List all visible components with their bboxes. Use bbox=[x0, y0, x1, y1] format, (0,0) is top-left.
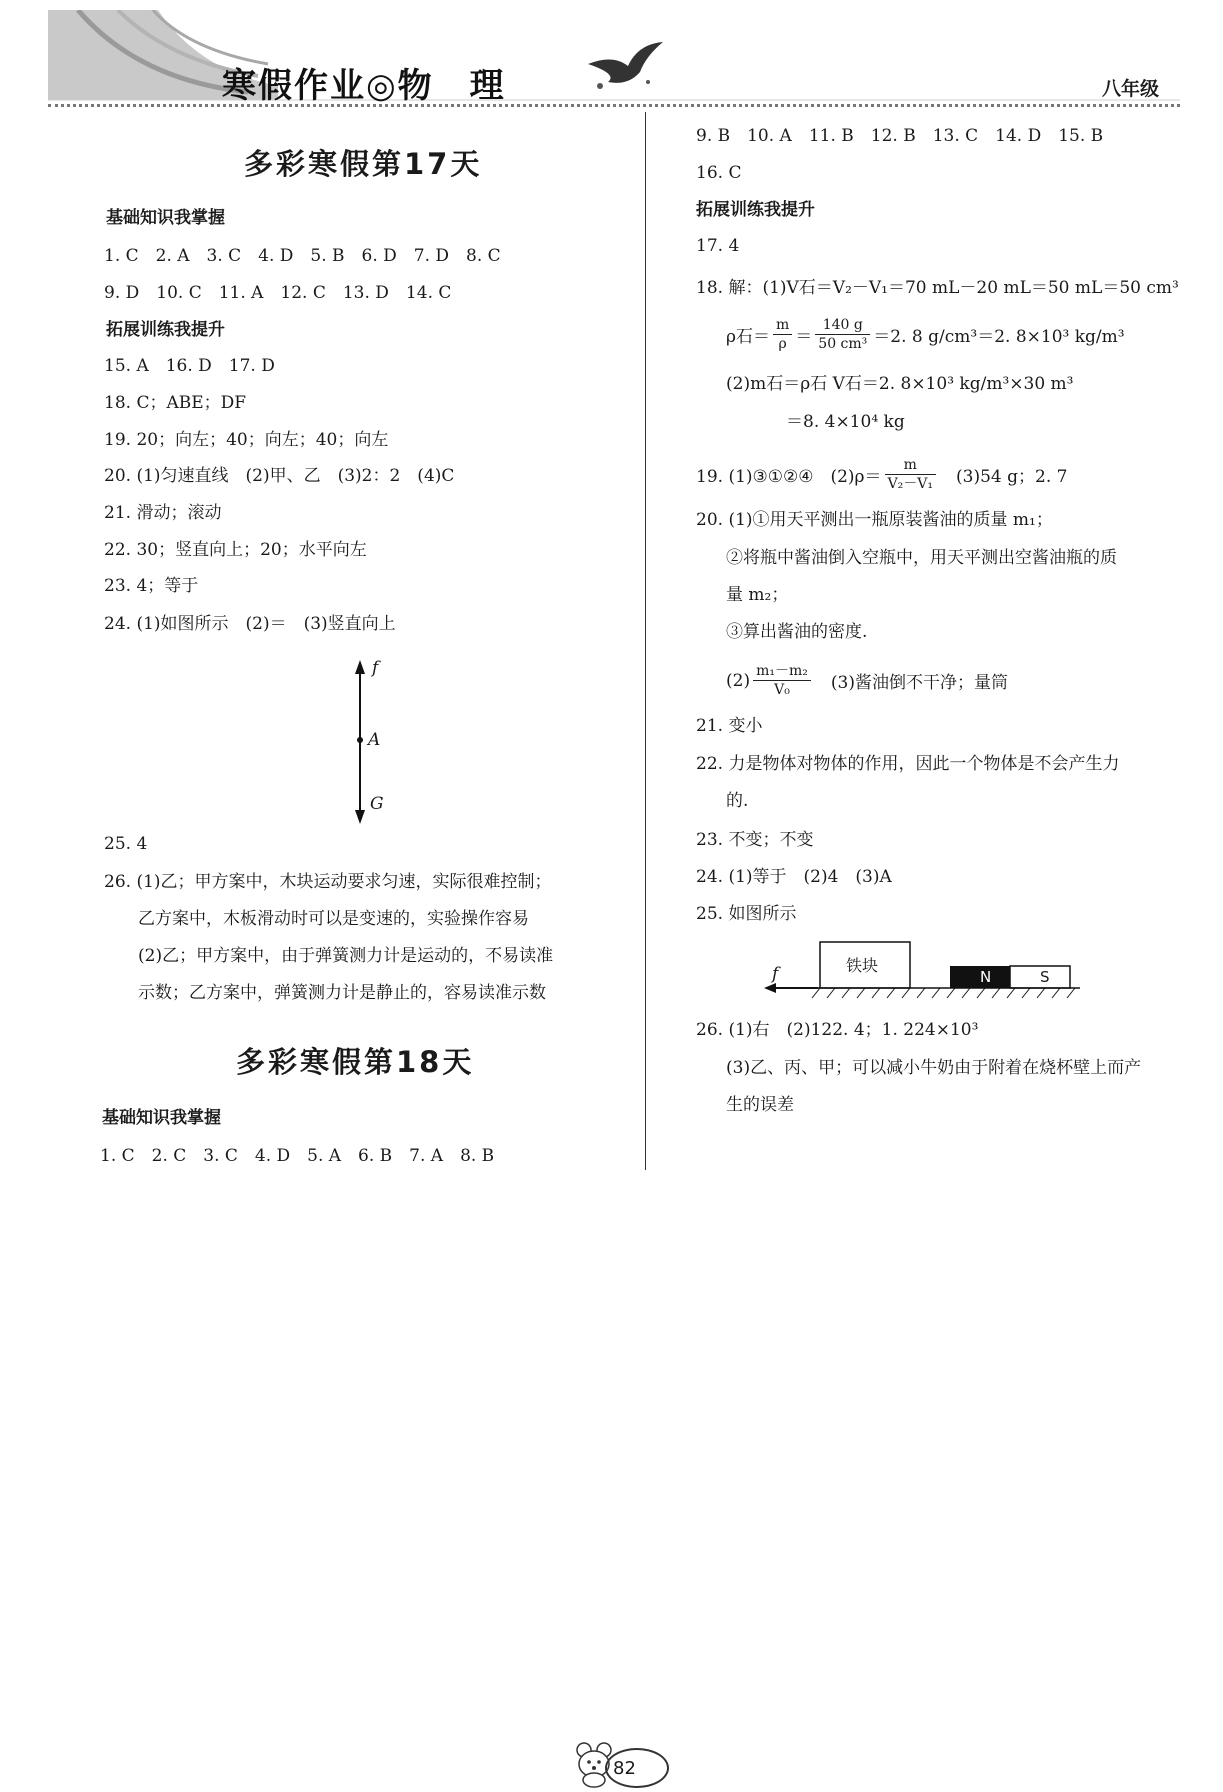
force-label-f: f bbox=[372, 658, 379, 678]
formula-text: ＝ bbox=[795, 327, 813, 347]
fraction bbox=[885, 456, 936, 493]
fraction-numerator: m bbox=[773, 316, 792, 335]
answer-line: (2)m石＝ρ石 V石＝2. 8×10³ kg/m³×30 m³ bbox=[726, 374, 1074, 394]
answer-line: 22. 30；竖直向上；20；水平向左 bbox=[104, 540, 367, 560]
answer-line: 20. (1)匀速直线 (2)甲、乙 (3)2：2 (4)C bbox=[104, 466, 455, 486]
answer-line: 18. C；ABE；DF bbox=[104, 393, 247, 413]
answer-line: ＝8. 4×10⁴ kg bbox=[786, 412, 905, 432]
answer-line: 21. 变小 bbox=[696, 716, 763, 736]
answer-line: 23. 不变；不变 bbox=[696, 830, 814, 850]
fraction bbox=[773, 316, 792, 353]
page-number: 82 bbox=[613, 1758, 636, 1779]
answer-line: 26. (1)右 (2)122. 4；1. 224×10³ bbox=[696, 1020, 979, 1040]
formula-text: (3)酱油倒不干净；量筒 bbox=[813, 673, 1008, 693]
answer-line: 18. 解：(1)V石＝V₂－V₁＝70 mL－20 mL＝50 mL＝50 cm³ bbox=[696, 278, 1179, 298]
header-rule bbox=[48, 104, 1180, 107]
day17-title: 多彩寒假第17天 bbox=[244, 147, 483, 181]
answer-line: 的. bbox=[726, 791, 749, 811]
formula-text: ＝2. 8 g/cm³＝2. 8×10³ kg/m³ bbox=[873, 327, 1125, 347]
fraction-numerator: m₁－m₂ bbox=[753, 662, 811, 681]
magnet-north-label: N bbox=[980, 968, 992, 986]
fraction-denominator: V₀ bbox=[774, 682, 790, 698]
answer-line: 23. 4；等于 bbox=[104, 576, 199, 596]
force-label-g: G bbox=[370, 794, 384, 814]
answer-line: 25. 4 bbox=[104, 834, 148, 854]
density-formula-row bbox=[726, 316, 1125, 353]
answer-line: 量 m₂； bbox=[726, 585, 789, 605]
answer-line: 17. 4 bbox=[696, 236, 740, 256]
fraction bbox=[753, 662, 811, 699]
answer-line: 生的误差 bbox=[726, 1095, 794, 1115]
answer-line: 24. (1)等于 (2)4 (3)A bbox=[696, 867, 892, 887]
formula-text: 19. (1)③①②④ (2)ρ＝ bbox=[696, 467, 882, 487]
formula-text: (2) bbox=[726, 670, 751, 691]
answer-line: ③算出酱油的密度. bbox=[726, 622, 868, 642]
formula-text: ρ石＝ bbox=[726, 327, 770, 347]
answer-line: 1. C 2. C 3. C 4. D 5. A 6. B 7. A 8. B bbox=[100, 1146, 495, 1166]
answer-line: 16. C bbox=[696, 163, 742, 183]
answer-line: 示数；乙方案中，弹簧测力计是静止的，容易读准示数 bbox=[138, 983, 546, 1003]
answer-line: 9. B 10. A 11. B 12. B 13. C 14. D 15. B bbox=[696, 126, 1104, 146]
answer-line: 乙方案中，木板滑动时可以是变速的，实验操作容易 bbox=[138, 909, 529, 929]
header-title: 寒假作业◎物 理 bbox=[222, 66, 506, 106]
day18-title: 多彩寒假第18天 bbox=[236, 1045, 475, 1079]
fraction-numerator: 140 g bbox=[815, 316, 870, 335]
answer-line: 22. 力是物体对物体的作用，因此一个物体是不会产生力 bbox=[696, 754, 1120, 774]
answer-line: 24. (1)如图所示 (2)＝ (3)竖直向上 bbox=[104, 614, 396, 634]
section-extension-heading: 拓展训练我提升 bbox=[696, 200, 815, 220]
section-basic-heading: 基础知识我掌握 bbox=[106, 208, 225, 228]
fraction-denominator: ρ bbox=[778, 336, 787, 352]
density-expression-row bbox=[696, 456, 1067, 493]
fraction-denominator: 50 cm³ bbox=[818, 336, 868, 352]
answer-line: 1. C 2. A 3. C 4. D 5. B 6. D 7. D 8. C bbox=[104, 246, 501, 266]
answer-line: 19. 20；向左；40；向左；40；向左 bbox=[104, 430, 389, 450]
answer-line: 25. 如图所示 bbox=[696, 904, 797, 924]
fraction-numerator: m bbox=[885, 456, 936, 475]
section-extension-heading: 拓展训练我提升 bbox=[106, 320, 225, 340]
answer-line: 20. (1)①用天平测出一瓶原装酱油的质量 m₁； bbox=[696, 510, 1053, 530]
answer-line: 21. 滑动；滚动 bbox=[104, 503, 222, 523]
point-label-a: A bbox=[368, 730, 381, 750]
fraction bbox=[815, 316, 870, 353]
answer-line: (3)乙、丙、甲；可以减小牛奶由于附着在烧杯壁上而产 bbox=[726, 1058, 1142, 1078]
header-grade: 八年级 bbox=[1102, 78, 1160, 100]
fraction-denominator: V₂－V₁ bbox=[887, 476, 934, 492]
friction-label-f: f bbox=[772, 964, 779, 984]
section-basic-heading: 基础知识我掌握 bbox=[102, 1108, 221, 1128]
answer-line: 15. A 16. D 17. D bbox=[104, 356, 275, 376]
expression-row bbox=[726, 662, 1008, 699]
magnet-south-label: S bbox=[1040, 968, 1050, 986]
answer-line: ②将瓶中酱油倒入空瓶中，用天平测出空酱油瓶的质 bbox=[726, 548, 1117, 568]
formula-text: (3)54 g；2. 7 bbox=[939, 467, 1068, 487]
answer-line: 26. (1)乙；甲方案中，木块运动要求匀速，实际很难控制； bbox=[104, 872, 552, 892]
column-divider bbox=[645, 112, 646, 1170]
iron-block-label: 铁块 bbox=[846, 956, 879, 975]
answer-line: 9. D 10. C 11. A 12. C 13. D 14. C bbox=[104, 283, 452, 303]
answer-line: (2)乙；甲方案中，由于弹簧测力计是运动的，不易读准 bbox=[138, 946, 554, 966]
swallow-icon bbox=[578, 34, 668, 94]
